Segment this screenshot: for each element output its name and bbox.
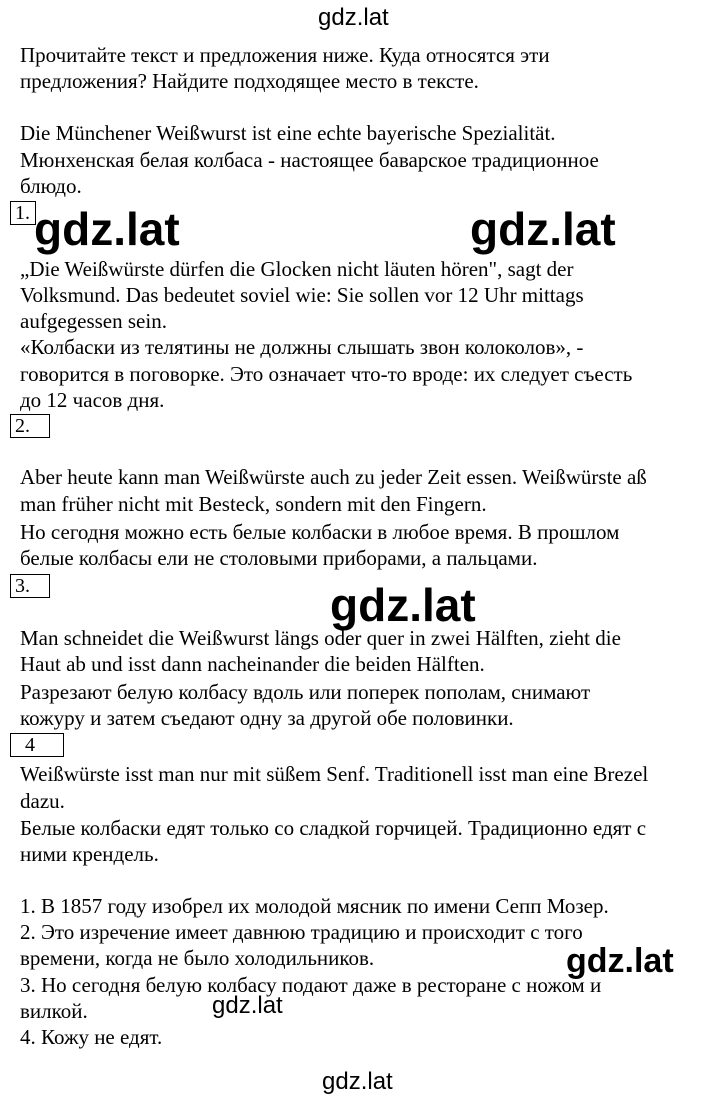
box-label: 4 — [25, 734, 35, 756]
watermark-big-left: gdz.lat — [34, 203, 180, 255]
option-item: 3. Но сегодня белую колбасу подают даже в ресторане с ножом и — [20, 973, 602, 997]
watermark-small-lower: gdz.lat — [212, 992, 283, 1019]
text-line: Man schneidet die Weißwurst längs oder quer in zwei Hälften, zieht die — [20, 626, 621, 650]
text-line: aufgegessen sein. — [20, 309, 167, 333]
text-line: предложения? Найдите подходящее место в тексте. — [20, 69, 479, 93]
text-line: Белые колбаски едят только со сладкой горчицей. Традиционно едят с — [20, 816, 647, 840]
text-line: Прочитайте текст и предложения ниже. Куда относятся эти — [20, 43, 550, 67]
text-line: ними крендель. — [20, 842, 159, 866]
text-line: Die Münchener Weißwurst ist eine echte bayerische Spezialität. — [20, 121, 556, 145]
option-item: 4. Кожу не едят. — [20, 1025, 163, 1049]
text-line: Volksmund. Das bedeutet soviel wie: Sie sollen vor 12 Uhr mittags — [20, 283, 584, 307]
text-line: „Die Weißwürste dürfen die Glocken nicht läuten hören", sagt der — [20, 257, 574, 281]
answer-box-2 — [10, 414, 50, 438]
text-line: кожуру и затем съедают одну за другой обе половинки. — [20, 706, 514, 730]
option-item: 2. Это изречение имеет давнюю традицию и происходит с того — [20, 920, 583, 944]
watermark-top: gdz.lat — [318, 4, 389, 31]
box-label: 2. — [15, 415, 30, 437]
text-line: Aber heute kann man Weißwürste auch zu jeder Zeit essen. Weißwürste aß — [20, 465, 647, 489]
answer-box-1 — [10, 201, 36, 225]
text-line: Разрезают белую колбасу вдоль или поперек пополам, снимают — [20, 680, 591, 704]
watermark-mid-right: gdz.lat — [566, 942, 674, 980]
watermark-bottom: gdz.lat — [322, 1068, 393, 1095]
text-line: Weißwürste isst man nur mit süßem Senf. Traditionell isst man eine Brezel — [20, 762, 649, 786]
box-label: 3. — [15, 575, 30, 597]
text-line: Но сегодня можно есть белые колбаски в любое время. В прошлом — [20, 520, 620, 544]
option-item: 1. В 1857 году изобрел их молодой мясник по имени Сепп Мозер. — [20, 894, 609, 918]
watermark-big-right: gdz.lat — [470, 203, 616, 255]
option-item: времени, когда не было холодильников. — [20, 946, 375, 970]
option-item: вилкой. — [20, 999, 88, 1023]
text-line: Мюнхенская белая колбаса - настоящее баварское традиционное — [20, 148, 599, 172]
answer-box-4 — [10, 733, 64, 757]
text-line: блюдо. — [20, 174, 82, 198]
text-line: белые колбасы ели не столовыми приборами, а пальцами. — [20, 546, 538, 570]
text-line: говорится в поговорке. Это означает что-то вроде: их следует съесть — [20, 362, 633, 386]
watermark-big-center: gdz.lat — [330, 579, 476, 631]
text-line: «Колбаски из телятины не должны слышать звон колоколов», - — [20, 335, 584, 359]
text-line: Haut ab und isst dann nacheinander die beiden Hälften. — [20, 652, 485, 676]
box-label: 1. — [15, 202, 30, 224]
text-line: dazu. — [20, 789, 65, 813]
text-line: до 12 часов дня. — [20, 388, 165, 412]
text-line: man früher nicht mit Besteck, sondern mit den Fingern. — [20, 492, 487, 516]
answer-box-3 — [10, 574, 50, 598]
